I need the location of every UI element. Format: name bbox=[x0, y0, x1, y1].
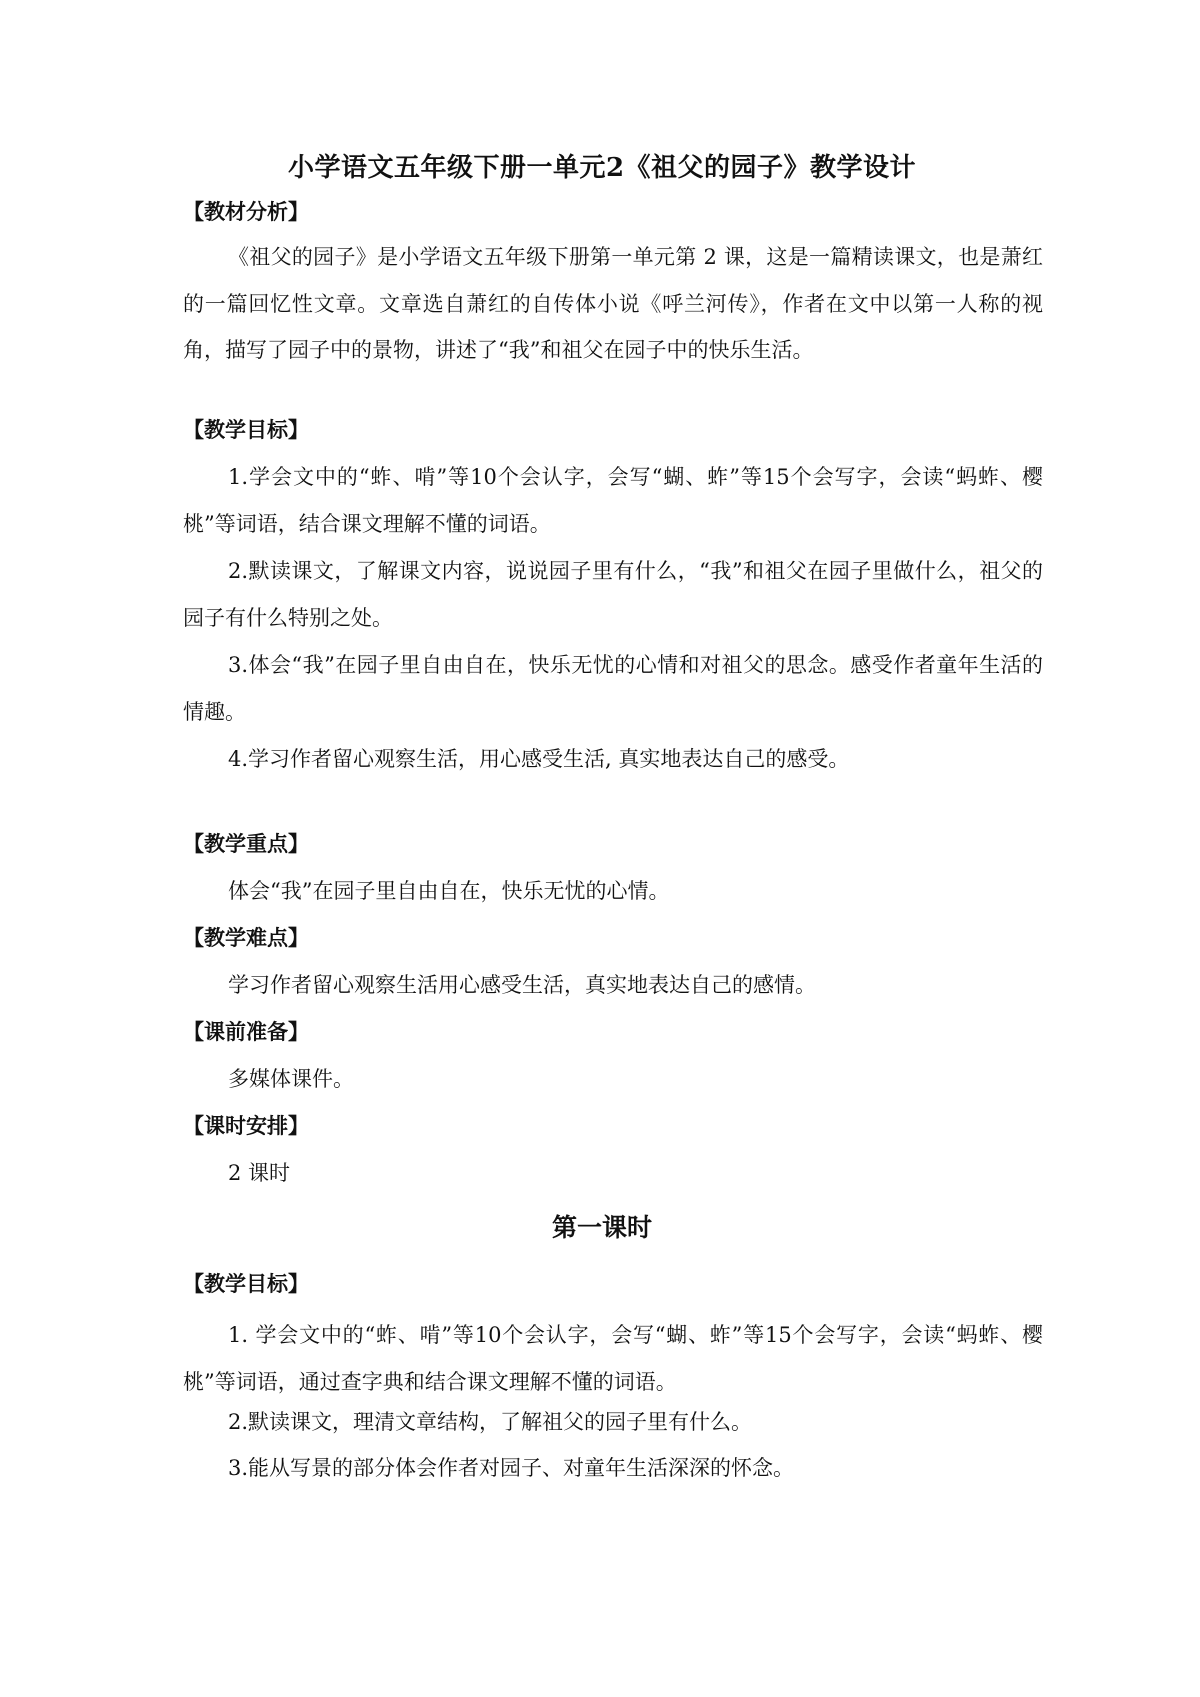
schedule-heading: 【课时安排】 bbox=[183, 1113, 309, 1138]
teaching-goal-item bbox=[183, 642, 1043, 735]
difficulties-heading: 【教学难点】 bbox=[183, 925, 309, 950]
key-points-text: 体会“我”在园子里自由自在，快乐无忧的心情。 bbox=[228, 879, 670, 903]
first-lesson-goals-heading: 【教学目标】 bbox=[183, 1271, 309, 1296]
schedule-text: 2 课时 bbox=[228, 1161, 291, 1185]
teaching-goal-3: 3.体会“我”在园子里自由自在，快乐无忧的心情和对祖父的思念。感受作者童年生活的情趣。 bbox=[183, 653, 1043, 724]
teaching-goal-item bbox=[183, 548, 1043, 641]
first-lesson-goal-1: 1. 学会文中的“蚱、啃”等10个会认字，会写“蝴、蚱”等15个会写字，会读“蚂蚱、樱桃”等词语，通过查字典和结合课文理解不懂的词语。 bbox=[183, 1323, 1043, 1394]
teaching-goal-item bbox=[183, 454, 1043, 547]
schedule-section bbox=[183, 1106, 1043, 1193]
first-lesson-goal-item bbox=[183, 1448, 1043, 1488]
teaching-goals-heading: 【教学目标】 bbox=[183, 417, 309, 442]
first-lesson-goal-3: 3.能从写景的部分体会作者对园子、对童年生活深深的怀念。 bbox=[228, 1456, 795, 1480]
first-lesson-goal-item bbox=[183, 1402, 1043, 1442]
first-lesson-goal-item bbox=[183, 1312, 1043, 1405]
difficulties-section bbox=[183, 918, 1043, 1005]
preparation-text: 多媒体课件。 bbox=[228, 1067, 354, 1091]
teaching-goal-4: 4.学习作者留心观察生活，用心感受生活, 真实地表达自己的感受。 bbox=[228, 747, 850, 771]
teaching-goal-item bbox=[183, 736, 1043, 783]
material-analysis-text: 《祖父的园子》是小学语文五年级下册第一单元第 2 课，这是一篇精读课文，也是萧红的一篇回忆性文章。文章选自萧红的自传体小说《呼兰河传》，作者在文中以第一人称的视角，描写了园子中的景物，讲述了“我”和祖父在园子中的快乐生活。 bbox=[183, 245, 1043, 362]
key-points-section bbox=[183, 824, 1043, 911]
material-analysis-section bbox=[183, 192, 1043, 374]
key-points-heading: 【教学重点】 bbox=[183, 831, 309, 856]
material-analysis-heading: 【教材分析】 bbox=[183, 199, 309, 224]
first-lesson-goals-section bbox=[183, 1264, 1043, 1304]
document-title: 小学语文五年级下册一单元2《祖父的园子》教学设计 bbox=[287, 153, 917, 183]
difficulties-text: 学习作者留心观察生活用心感受生活，真实地表达自己的感情。 bbox=[228, 973, 816, 997]
preparation-section bbox=[183, 1012, 1043, 1099]
preparation-heading: 【课前准备】 bbox=[183, 1019, 309, 1044]
first-lesson-title: 第一课时 bbox=[551, 1213, 652, 1242]
teaching-goal-1: 1.学会文中的“蚱、啃”等10个会认字，会写“蝴、蚱”等15个会写字，会读“蚂蚱、樱桃”等词语，结合课文理解不懂的词语。 bbox=[183, 465, 1043, 536]
teaching-goal-2: 2.默读课文，了解课文内容，说说园子里有什么，“我”和祖父在园子里做什么，祖父的园子有什么特别之处。 bbox=[183, 559, 1043, 630]
teaching-goals-section bbox=[183, 410, 1043, 450]
first-lesson-goal-2: 2.默读课文，理清文章结构，了解祖父的园子里有什么。 bbox=[228, 1410, 753, 1434]
